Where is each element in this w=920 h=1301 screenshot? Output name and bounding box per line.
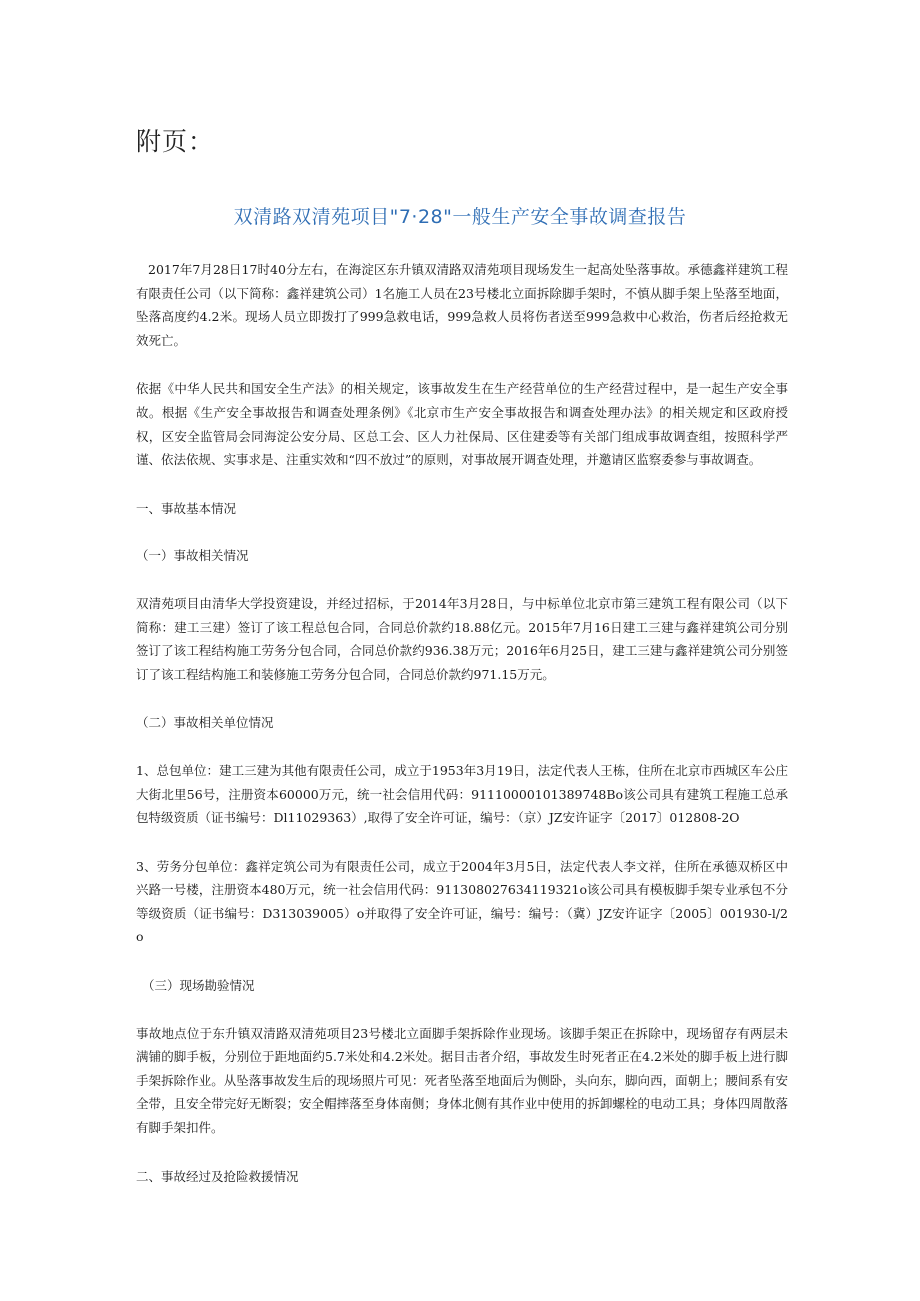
paragraph-project-contracts: 双清苑项目由清华大学投资建设，并经过招标，于2014年3月28日，与中标单位北京市第三建筑工程有限公司（以下简称：建工三建）签订了该工程总包合同，合同总价款约18.88亿元。2015年7月16日建工三建与鑫祥建筑公司分别签订了该工程结构施工劳务分包合同，合同总价款约936.38万元；2016年6月25日，建工三建与鑫祥建筑公司分别签订了该工程结构施工和装修施工劳务分包合同，合同总价款约971.15万元。 (136, 595, 788, 682)
paragraph-site-inspection: 事故地点位于东升镇双清路双清苑项目23号楼北立面脚手架拆除作业现场。该脚手架正在拆除中，现场留存有两层未满铺的脚手板，分别位于距地面约5.7米处和4.2米处。据目击者介绍，事故发生时死者正在4.2米处的脚手板上进行脚手架拆除作业。从坠落事故发生后的现场照片可见：死者坠落至地面后为侧卧，头向东，脚向西，面朝上；腰间系有安全带，且安全带完好无断裂；安全帽摔落至身体南侧；身体北侧有其作业中使用的拆卸螺栓的电动工具；身体四周散落有脚手架扣件。 (136, 1025, 788, 1136)
paragraph-legal-basis: 依据《中华人民共和国安全生产法》的相关规定，该事故发生在生产经营单位的生产经营过程中，是一起生产安全事故。根据《生产安全事故报告和调查处理条例》《北京市生产安全事故报告和调查处理办法》的相关规定和区政府授权，区安全监管局会同海淀公安分局、区总工会、区人力社保局、区住建委等有关部门组成事故调查组，按照科学严谨、依法依规、实事求是、注重实效和“四不放过”的原则，对事故展开调查处理，并邀请区监察委参与事故调查。 (136, 381, 788, 468)
paragraph-general-contractor: 1、总包单位：建工三建为其他有限责任公司，成立于1953年3月19日，法定代表人王栋，住所在北京市西城区车公庄大街北里56号，注册资本60000万元，统一社会信用代码：91110000101389748Bo该公司具有建筑工程施工总承包特级资质（证书编号：Dl11029363）,取得了安全许可证，编号：（京）JZ安许证字〔2017〕012808-2O (136, 762, 788, 826)
section-heading-accident-process: 二、事故经过及抢险救援情况 (136, 1168, 299, 1184)
subsection-heading-site-inspection: （三）现场勘验情况 (142, 978, 255, 994)
subsection-heading-related-info: （一）事故相关情况 (136, 548, 249, 564)
report-title: 双清路双清苑项目"7·28"一般生产安全事故调查报告 (233, 206, 687, 228)
section-heading-basic-info: 一、事故基本情况 (136, 500, 237, 516)
report-body (136, 258, 788, 1188)
paragraph-labor-subcontractor: 3、劳务分包单位：鑫祥定筑公司为有限责任公司，成立于2004年3月5日，法定代表人李文祥，住所在承德双桥区中兴路一号楼，注册资本480万元，统一社会信用代码：911308027634119321o该公司具有模板脚手架专业承包不分等级资质（证书编号：D313039005）o并取得了安全许可证，编号：编号：（冀）JZ安许证字〔2005〕001930-l∕2o (136, 858, 788, 945)
paragraph-accident-summary: 2017年7月28日17时40分左右，在海淀区东升镇双清路双清苑项目现场发生一起高处坠落事故。承德鑫祥建筑工程有限责任公司（以下简称：鑫祥建筑公司）1名施工人员在23号楼北立面拆除脚手架时，不慎从脚手架上坠落至地面，坠落高度约4.2米。现场人员立即拨打了999急救电话，999急救人员将伤者送至999急救中心救治，伤者后经抢救无效死亡。 (136, 262, 788, 348)
appendix-label: 附页： (136, 127, 215, 156)
subsection-heading-related-units: （二）事故相关单位情况 (136, 715, 274, 731)
